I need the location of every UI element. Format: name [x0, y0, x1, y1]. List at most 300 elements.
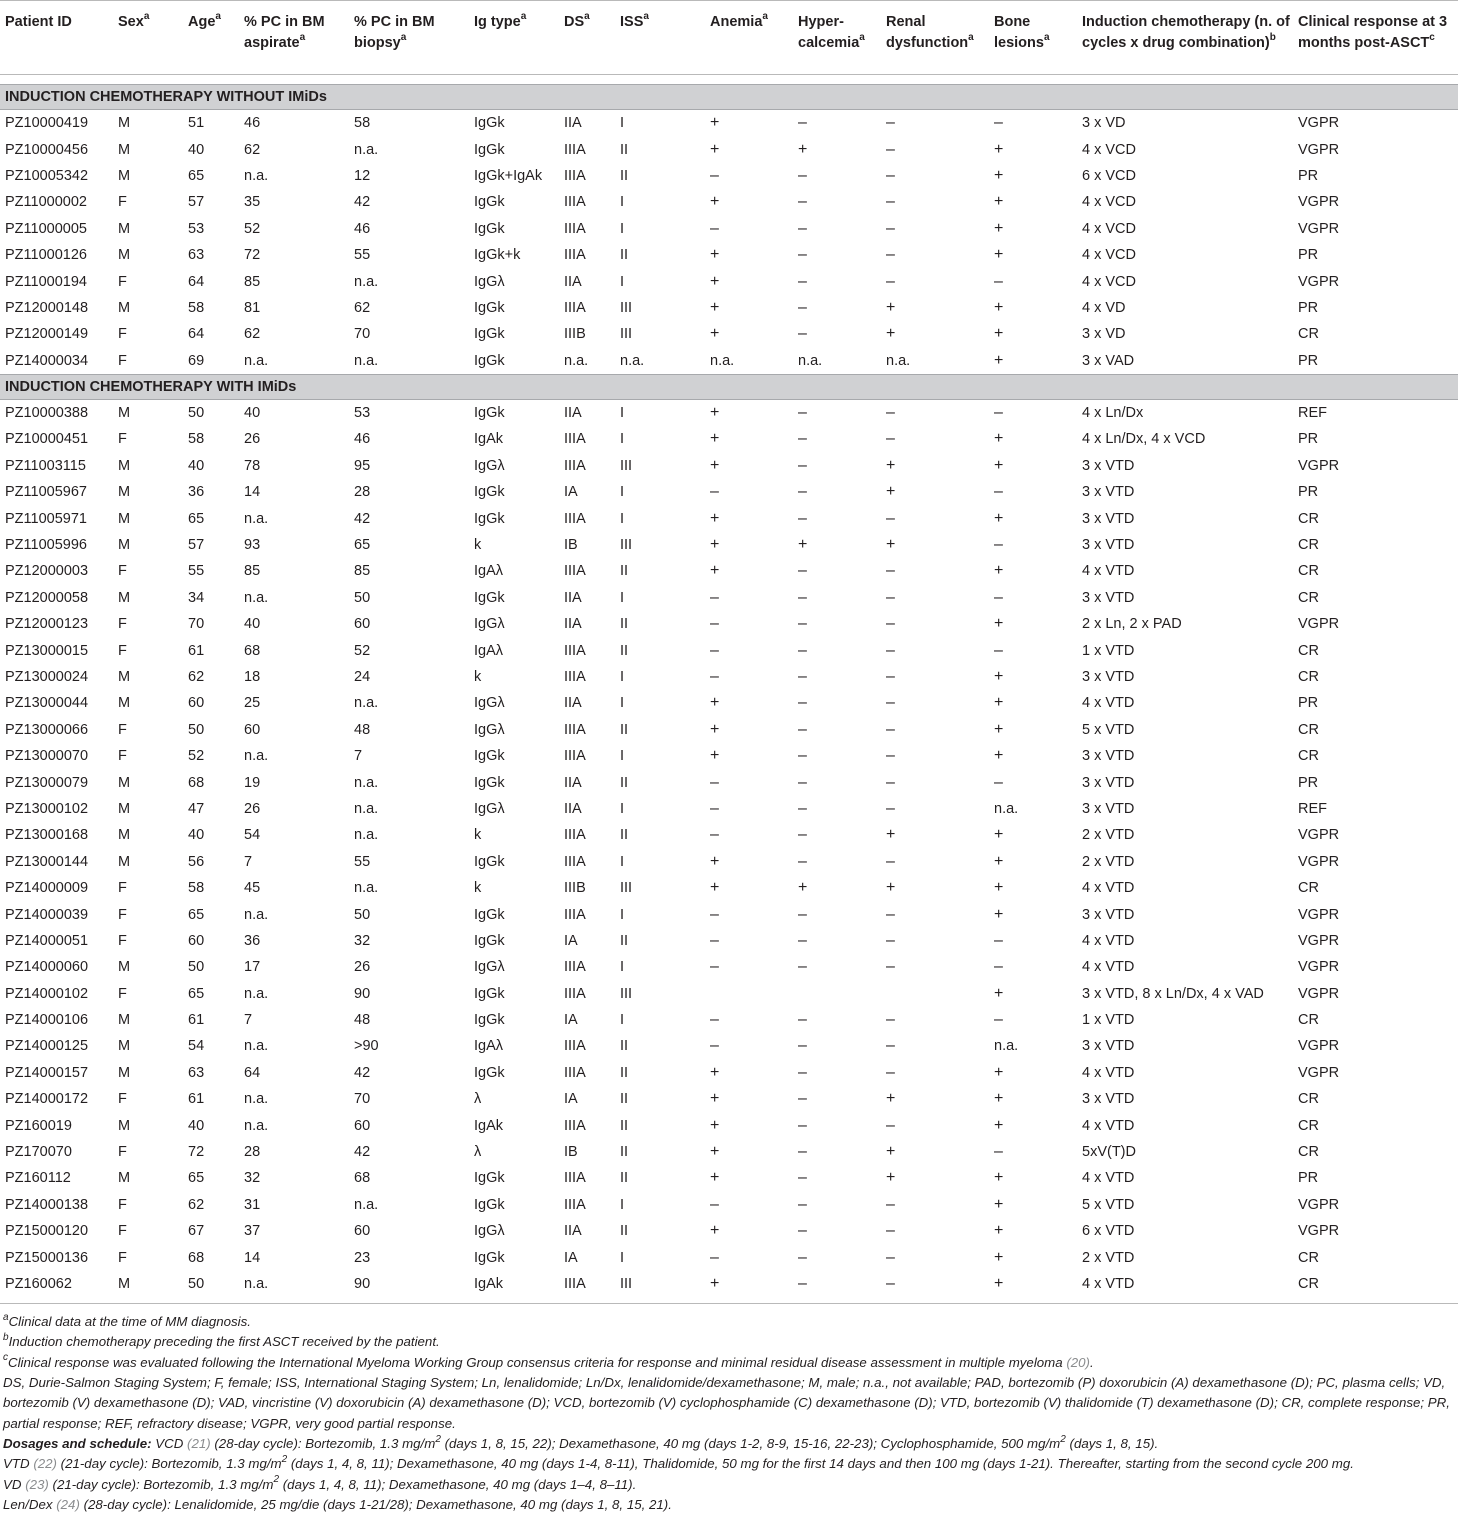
table-row: [0, 163, 1458, 189]
cell-sex: F: [118, 880, 127, 897]
cell-renal-dysfunction: –: [886, 773, 895, 791]
cell-anemia: –: [710, 668, 719, 685]
cell-anemia: +: [710, 1274, 720, 1292]
cell-clinical-response: VGPR: [1298, 616, 1340, 633]
cell-sex: F: [118, 431, 127, 448]
cell-anemia: +: [710, 1222, 720, 1240]
header-label: Patient ID: [5, 14, 72, 30]
cell-hypercalcemia: –: [798, 720, 807, 738]
cell-anemia: n.a.: [710, 352, 735, 369]
header-label: Anemia: [710, 14, 763, 30]
cell-sex: M: [118, 695, 131, 712]
cell-renal-dysfunction: –: [886, 694, 895, 712]
cell-hypercalcemia: –: [798, 826, 807, 844]
cell-renal-dysfunction: –: [886, 1063, 895, 1081]
cell-renal-dysfunction: –: [886, 1037, 895, 1055]
cell-clinical-response: REF: [1298, 800, 1327, 817]
cell-sex: F: [118, 642, 127, 659]
header-patient-id: [0, 1, 114, 75]
cell-sex: M: [118, 457, 131, 474]
cell-iss: I: [620, 484, 625, 501]
cell-clinical-response: CR: [1298, 1275, 1319, 1292]
cell-induction-chemotherapy: 3 x VTD: [1082, 669, 1135, 685]
cell-age: 60: [188, 695, 205, 712]
cell-anemia: +: [710, 193, 720, 211]
spacer-row: [0, 75, 1458, 85]
cell-patient-id: PZ14000034: [5, 352, 89, 369]
cell-ig-type: IgGk: [474, 326, 505, 343]
cell-patient-id: PZ11000005: [5, 220, 87, 237]
footnote-text: Clinical response was evaluated following the International Myeloma Working Group consensus criteria for response and minimal residual disease assessment in multiple myeloma: [8, 1354, 1067, 1370]
cell-hypercalcemia: –: [798, 1143, 807, 1161]
cell-hypercalcemia: –: [798, 1248, 807, 1266]
cell-pc-bm-biopsy: n.a.: [354, 141, 379, 158]
cell-pc-bm-biopsy: 95: [354, 457, 371, 474]
cell-pc-bm-aspirate: 62: [244, 326, 261, 343]
cell-pc-bm-aspirate: 45: [244, 880, 261, 897]
cell-iss: I: [620, 959, 625, 976]
cell-pc-bm-aspirate: n.a.: [244, 1275, 269, 1292]
cell-iss: II: [620, 141, 629, 158]
cell-age: 65: [188, 510, 205, 527]
cell-ig-type: IgGλ: [474, 616, 505, 633]
table-row: [0, 769, 1458, 795]
cell-ds: IIIA: [564, 1196, 586, 1213]
table-row: [0, 189, 1458, 215]
cell-renal-dysfunction: –: [886, 852, 895, 870]
footnote-mark: c: [3, 1352, 8, 1364]
cell-ig-type: IgGk: [474, 774, 505, 791]
cell-pc-bm-biopsy: 42: [354, 194, 371, 211]
cell-bone-lesions: +: [994, 615, 1004, 633]
cell-ds: IA: [564, 1249, 578, 1266]
table-row: [0, 110, 1458, 137]
cell-patient-id: PZ12000149: [5, 326, 89, 343]
cell-clinical-response: VGPR: [1298, 853, 1340, 870]
header-label: % PC in BM aspirate: [244, 14, 325, 51]
table-row: [0, 348, 1458, 375]
cell-bone-lesions: +: [994, 1116, 1004, 1134]
footnote-mark: b: [1269, 32, 1276, 44]
cell-iss: III: [620, 326, 633, 343]
cell-age: 67: [188, 1223, 205, 1240]
cell-bone-lesions: –: [994, 773, 1003, 791]
header-label: Ig type: [474, 14, 521, 30]
cell-renal-dysfunction: –: [886, 1195, 895, 1213]
cell-hypercalcemia: –: [798, 588, 807, 606]
cell-iss: I: [620, 405, 625, 422]
table-row: [0, 664, 1458, 690]
cell-anemia: +: [710, 720, 720, 738]
cell-bone-lesions: n.a.: [994, 800, 1019, 817]
cell-ds: IIA: [564, 774, 582, 791]
table-row: [0, 426, 1458, 452]
cell-anemia: –: [710, 826, 719, 844]
footnote-c: [3, 1353, 1451, 1373]
cell-age: 57: [188, 537, 205, 554]
cell-patient-id: PZ14000009: [5, 880, 89, 897]
cell-age: 50: [188, 959, 205, 976]
cell-induction-chemotherapy: 4 x VTD: [1082, 932, 1135, 949]
cell-renal-dysfunction: –: [886, 641, 895, 659]
cell-iss: III: [620, 880, 633, 897]
cell-patient-id: PZ13000079: [5, 774, 89, 791]
cell-ig-type: k: [474, 537, 482, 554]
cell-bone-lesions: +: [994, 509, 1004, 527]
cell-renal-dysfunction: [882, 981, 990, 1007]
cell-pc-bm-biopsy: 62: [354, 299, 371, 316]
cell-ig-type: IgGλ: [474, 457, 505, 474]
cell-pc-bm-biopsy: >90: [354, 1038, 379, 1055]
cell-bone-lesions: +: [994, 166, 1004, 184]
cell-induction-chemotherapy: 4 x VTD: [1082, 1117, 1135, 1134]
cell-clinical-response: VGPR: [1298, 457, 1340, 474]
cell-hypercalcemia: –: [798, 456, 807, 474]
cell-patient-id: PZ13000044: [5, 695, 89, 712]
footnote-mark: b: [3, 1332, 9, 1344]
cell-hypercalcemia: –: [798, 1169, 807, 1187]
reference-link[interactable]: (21): [187, 1435, 211, 1451]
cell-hypercalcemia: –: [798, 668, 807, 685]
cell-sex: M: [118, 510, 131, 527]
table-row: [0, 585, 1458, 611]
cell-bone-lesions: +: [994, 219, 1004, 237]
cell-anemia: +: [710, 430, 720, 448]
cell-hypercalcemia: –: [798, 430, 807, 448]
cell-ds: IIA: [564, 115, 582, 132]
regimen-name: VD: [3, 1476, 22, 1492]
footnote-a: [3, 1312, 1451, 1332]
table-row: [0, 1244, 1458, 1270]
cell-sex: M: [118, 220, 131, 237]
cell-ig-type: IgAk: [474, 431, 504, 448]
cell-patient-id: PZ14000157: [5, 1064, 89, 1081]
cell-age: 65: [188, 167, 205, 184]
cell-ig-type: k: [474, 827, 482, 844]
cell-clinical-response: CR: [1298, 669, 1319, 685]
cell-clinical-response: VGPR: [1298, 1223, 1340, 1240]
cell-bone-lesions: +: [994, 1248, 1004, 1266]
cell-patient-id: PZ10005342: [5, 167, 89, 184]
cell-clinical-response: PR: [1298, 431, 1319, 448]
footnotes: [0, 1304, 1456, 1515]
reference-link[interactable]: (24): [56, 1496, 80, 1512]
reference-link[interactable]: (20): [1066, 1354, 1090, 1370]
cell-bone-lesions: –: [994, 931, 1003, 949]
cell-clinical-response: VGPR: [1298, 827, 1340, 844]
cell-anemia: +: [710, 114, 720, 132]
cell-ig-type: λ: [474, 1091, 482, 1108]
table-row: [0, 321, 1458, 347]
cell-pc-bm-biopsy: 90: [354, 985, 371, 1002]
cell-patient-id: PZ14000060: [5, 959, 89, 976]
cell-ds: IA: [564, 1012, 578, 1029]
cell-clinical-response: VGPR: [1298, 141, 1340, 158]
cell-induction-chemotherapy: 4 x VTD: [1082, 959, 1135, 976]
cell-clinical-response: CR: [1298, 510, 1319, 527]
cell-induction-chemotherapy: 4 x VCD: [1082, 247, 1136, 264]
cell-ds: IIIA: [564, 1064, 586, 1081]
cell-patient-id: PZ13000168: [5, 827, 89, 844]
cell-ig-type: IgGk: [474, 220, 505, 237]
cell-bone-lesions: +: [994, 668, 1004, 685]
cell-ig-type: IgGλ: [474, 273, 505, 290]
cell-pc-bm-biopsy: 42: [354, 510, 371, 527]
table-row: [0, 136, 1458, 162]
cell-bone-lesions: –: [994, 1143, 1003, 1161]
cell-iss: II: [620, 1064, 629, 1081]
cell-hypercalcemia: –: [798, 905, 807, 923]
cell-iss: II: [620, 721, 629, 738]
cell-induction-chemotherapy: 3 x VTD: [1082, 774, 1135, 791]
reference-link[interactable]: (22): [33, 1456, 57, 1472]
cell-patient-id: PZ13000102: [5, 800, 89, 817]
cell-patient-id: PZ12000003: [5, 563, 89, 580]
cell-renal-dysfunction: –: [886, 905, 895, 923]
cell-induction-chemotherapy: 3 x VTD, 8 x Ln/Dx, 4 x VAD: [1082, 985, 1264, 1002]
cell-clinical-response: VGPR: [1298, 1064, 1340, 1081]
cell-bone-lesions: –: [994, 483, 1003, 501]
cell-bone-lesions: +: [994, 1222, 1004, 1240]
cell-sex: F: [118, 326, 127, 343]
cell-hypercalcemia: +: [798, 536, 808, 554]
cell-ds: IIIA: [564, 194, 586, 211]
cell-ds: IIIA: [564, 299, 586, 316]
cell-patient-id: PZ14000125: [5, 1038, 89, 1055]
cell-sex: F: [118, 616, 127, 633]
header-label: Age: [188, 14, 216, 30]
cell-ds: n.a.: [564, 352, 589, 369]
cell-ig-type: IgGk: [474, 1170, 505, 1187]
cell-pc-bm-biopsy: n.a.: [354, 800, 379, 817]
header-label: Renal dysfunction: [886, 14, 969, 51]
header-age: [184, 1, 240, 75]
cell-hypercalcemia: –: [798, 1063, 807, 1081]
cell-age: 72: [188, 1144, 205, 1161]
table-row: [0, 796, 1458, 822]
cell-anemia: +: [710, 852, 720, 870]
header-label: Induction chemotherapy (n. of cycles x drug combination): [1082, 14, 1290, 51]
cell-pc-bm-biopsy: 32: [354, 932, 371, 949]
cell-clinical-response: CR: [1298, 563, 1319, 580]
table-row: [0, 1271, 1458, 1297]
cell-pc-bm-aspirate: 60: [244, 721, 261, 738]
cell-hypercalcemia: –: [798, 219, 807, 237]
cell-renal-dysfunction: –: [886, 1274, 895, 1292]
cell-induction-chemotherapy: 5xV(T)D: [1082, 1144, 1136, 1161]
cell-ig-type: IgGk: [474, 115, 505, 132]
cell-induction-chemotherapy: 4 x VTD: [1082, 563, 1135, 580]
cell-clinical-response: CR: [1298, 1117, 1319, 1134]
superscript: 2: [1060, 1433, 1066, 1445]
cell-age: 61: [188, 1012, 205, 1029]
cell-anemia: +: [710, 1143, 720, 1161]
cell-anemia: +: [710, 747, 720, 765]
cell-sex: F: [118, 906, 127, 923]
cell-hypercalcemia: –: [798, 1195, 807, 1213]
cell-hypercalcemia: –: [798, 615, 807, 633]
section-title: INDUCTION CHEMOTHERAPY WITHOUT IMiDs: [0, 85, 1458, 110]
cell-induction-chemotherapy: 4 x VCD: [1082, 220, 1136, 237]
cell-iss: II: [620, 167, 629, 184]
cell-renal-dysfunction: –: [886, 588, 895, 606]
cell-sex: F: [118, 1091, 127, 1108]
cell-ds: IIIA: [564, 959, 586, 976]
cell-patient-id: PZ12000148: [5, 299, 89, 316]
cell-bone-lesions: –: [994, 272, 1003, 290]
cell-clinical-response: PR: [1298, 167, 1319, 184]
cell-age: 65: [188, 985, 205, 1002]
cell-pc-bm-biopsy: n.a.: [354, 774, 379, 791]
cell-anemia: –: [710, 1037, 719, 1055]
cell-clinical-response: CR: [1298, 748, 1319, 765]
cell-ig-type: IgGk: [474, 906, 505, 923]
cell-iss: II: [620, 932, 629, 949]
footnote-mark: a: [1043, 32, 1050, 44]
cell-bone-lesions: –: [994, 404, 1003, 422]
cell-pc-bm-aspirate: 26: [244, 800, 261, 817]
cell-bone-lesions: +: [994, 562, 1004, 580]
cell-induction-chemotherapy: 2 x VTD: [1082, 1249, 1135, 1266]
cell-pc-bm-aspirate: n.a.: [244, 906, 269, 923]
cell-ds: IIIA: [564, 642, 586, 659]
cell-induction-chemotherapy: 4 x Ln/Dx, 4 x VCD: [1082, 431, 1206, 448]
cell-clinical-response: VGPR: [1298, 115, 1340, 132]
cell-hypercalcemia: –: [798, 931, 807, 949]
table-row: [0, 1007, 1458, 1033]
cell-bone-lesions: +: [994, 140, 1004, 158]
cell-iss: II: [620, 827, 629, 844]
cell-bone-lesions: +: [994, 246, 1004, 264]
cell-age: 68: [188, 1249, 205, 1266]
table-row: [0, 611, 1458, 637]
cell-age: 65: [188, 1170, 205, 1187]
dosage-text: (28-day cycle): Lenalidomide, 25 mg/die (days 1-21/28); Dexamethasone, 40 mg (days 1, 8, 15, 21).: [79, 1496, 672, 1512]
cell-bone-lesions: +: [994, 1195, 1004, 1213]
cell-pc-bm-aspirate: 17: [244, 959, 261, 976]
cell-iss: I: [620, 748, 625, 765]
cell-renal-dysfunction: –: [886, 404, 895, 422]
cell-patient-id: PZ11000194: [5, 273, 87, 290]
header-bone-lesions: [990, 1, 1078, 75]
cell-age: 69: [188, 352, 205, 369]
cell-ig-type: IgGλ: [474, 800, 505, 817]
cell-hypercalcemia: –: [798, 641, 807, 659]
footnote-mark: a: [643, 11, 649, 23]
cell-anemia: –: [710, 219, 719, 237]
cell-induction-chemotherapy: 5 x VTD: [1082, 1196, 1135, 1213]
cell-clinical-response: CR: [1298, 1249, 1319, 1266]
cell-induction-chemotherapy: 3 x VTD: [1082, 537, 1135, 554]
cell-induction-chemotherapy: 3 x VTD: [1082, 510, 1135, 527]
cell-pc-bm-biopsy: 42: [354, 1064, 371, 1081]
cell-clinical-response: CR: [1298, 880, 1319, 897]
cell-bone-lesions: –: [994, 641, 1003, 659]
cell-age: 55: [188, 563, 205, 580]
cell-patient-id: PZ11000002: [5, 194, 87, 211]
cell-hypercalcemia: –: [798, 325, 807, 343]
table-row: [0, 1060, 1458, 1086]
cell-iss: II: [620, 1117, 629, 1134]
cell-age: 40: [188, 1117, 205, 1134]
cell-renal-dysfunction: –: [886, 747, 895, 765]
cell-sex: M: [118, 1038, 131, 1055]
reference-link[interactable]: (23): [25, 1476, 49, 1492]
footnote-mark: a: [215, 11, 221, 23]
cell-ds: IIIA: [564, 853, 586, 870]
cell-pc-bm-biopsy: n.a.: [354, 352, 379, 369]
cell-patient-id: PZ160062: [5, 1275, 72, 1292]
cell-ds: IIIA: [564, 1117, 586, 1134]
header-label: Clinical response at 3 months post-ASCT: [1298, 14, 1448, 51]
cell-hypercalcemia: –: [798, 773, 807, 791]
cell-pc-bm-aspirate: 85: [244, 273, 261, 290]
cell-iss: II: [620, 616, 629, 633]
cell-renal-dysfunction: –: [886, 509, 895, 527]
cell-sex: F: [118, 352, 127, 369]
cell-age: 58: [188, 299, 205, 316]
footnote-mark: a: [143, 11, 150, 23]
cell-bone-lesions: +: [994, 193, 1004, 211]
cell-clinical-response: PR: [1298, 352, 1319, 369]
cell-patient-id: PZ12000123: [5, 616, 89, 633]
footnote-mark: a: [968, 32, 974, 44]
cell-ds: IIA: [564, 695, 582, 712]
cell-renal-dysfunction: –: [886, 140, 895, 158]
header-ds: [560, 1, 616, 75]
cell-bone-lesions: +: [994, 1063, 1004, 1081]
dosage-vcd: [3, 1434, 1451, 1454]
cell-pc-bm-biopsy: 55: [354, 853, 371, 870]
cell-ds: IIIA: [564, 827, 586, 844]
cell-hypercalcemia: –: [798, 272, 807, 290]
cell-induction-chemotherapy: 3 x VTD: [1082, 1038, 1135, 1055]
cell-induction-chemotherapy: 2 x VTD: [1082, 853, 1135, 870]
cell-iss: II: [620, 1223, 629, 1240]
cell-pc-bm-aspirate: 35: [244, 194, 261, 211]
cell-renal-dysfunction: –: [886, 272, 895, 290]
cell-age: 58: [188, 431, 205, 448]
cell-ds: IIIA: [564, 748, 586, 765]
cell-induction-chemotherapy: 4 x VTD: [1082, 1170, 1135, 1187]
cell-pc-bm-biopsy: n.a.: [354, 695, 379, 712]
cell-anemia: +: [710, 1090, 720, 1108]
cell-patient-id: PZ11003115: [5, 457, 86, 474]
cell-clinical-response: VGPR: [1298, 932, 1340, 949]
cell-pc-bm-aspirate: 31: [244, 1196, 261, 1213]
table-row: [0, 954, 1458, 980]
footnote-b: [3, 1332, 1451, 1352]
cell-patient-id: PZ14000051: [5, 932, 89, 949]
cell-induction-chemotherapy: 3 x VTD: [1082, 484, 1135, 501]
cell-renal-dysfunction: +: [886, 325, 896, 343]
cell-hypercalcemia: –: [798, 1274, 807, 1292]
cell-anemia: +: [710, 562, 720, 580]
cell-clinical-response: CR: [1298, 589, 1319, 606]
cell-sex: F: [118, 985, 127, 1002]
cell-iss: II: [620, 1170, 629, 1187]
cell-anemia: –: [710, 1248, 719, 1266]
cell-induction-chemotherapy: 3 x VD: [1082, 326, 1126, 343]
cell-sex: M: [118, 167, 131, 184]
cell-clinical-response: PR: [1298, 1170, 1319, 1187]
footnote-mark: a: [762, 11, 768, 23]
cell-iss: III: [620, 985, 633, 1002]
cell-renal-dysfunction: +: [886, 1143, 896, 1161]
cell-induction-chemotherapy: 4 x VCD: [1082, 141, 1136, 158]
cell-clinical-response: VGPR: [1298, 194, 1340, 211]
cell-clinical-response: CR: [1298, 1012, 1319, 1029]
